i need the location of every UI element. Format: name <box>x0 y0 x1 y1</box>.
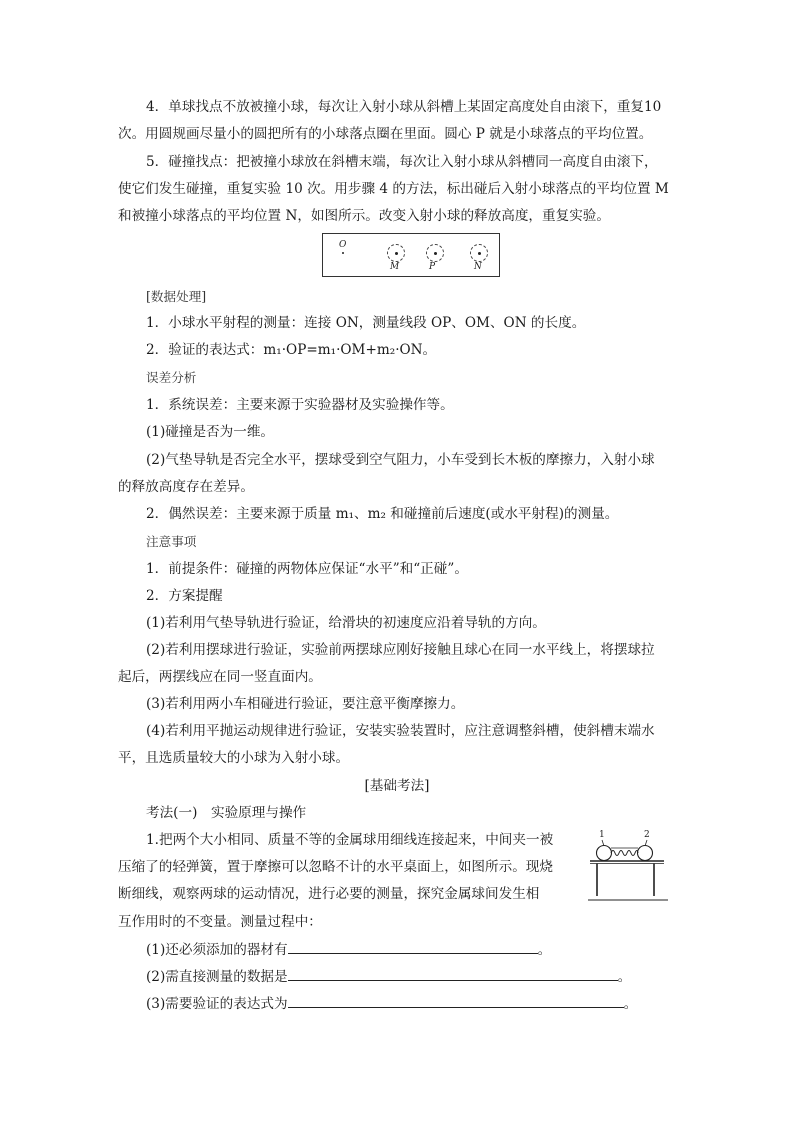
notes-item2b-line1: (2)若利用摆球进行验证，实验前两摆球应刚好接触且球心在同一水平线上，将摆球拉 <box>146 642 655 658</box>
basic-section-title: [基础考法] <box>364 778 430 794</box>
notes-item1: 1．前提条件：碰撞的两物体应保证“水平”和“正碰”。 <box>146 561 468 577</box>
question1-line4: 互作用时的不变量。测量过程中： <box>118 914 322 930</box>
notes-item2d-line2: 平，且选质量较大的小球为入射小球。 <box>118 750 350 766</box>
notes-item2b-line2: 起后，两摆线应在同一竖直面内。 <box>118 669 322 685</box>
subquestion-1-period: 。 <box>537 942 552 958</box>
table-drawing <box>588 832 668 904</box>
landing-dot-p <box>434 252 437 255</box>
error-analysis-item1a: (1)碰撞是否为一维。 <box>146 424 275 440</box>
notes-item2a: (1)若利用气垫导轨进行验证，给滑块的初速度应沿着导轨的方向。 <box>146 615 546 631</box>
data-processing-heading: [数据处理] <box>146 289 207 304</box>
subquestion-3-text: (3)需要验证的表达式为 <box>146 996 288 1012</box>
paragraph-step5-line2: 使它们发生碰撞，重复实验 10 次。用步骤 4 的方法，标出碰后入射小球落点的平均位置 M <box>118 181 669 197</box>
error-analysis-heading: 误差分析 <box>146 370 197 385</box>
data-processing-item1: 1．小球水平射程的测量：连接 ON，测量线段 OP、OM、ON 的长度。 <box>146 315 586 331</box>
answer-blank-2[interactable] <box>288 967 618 981</box>
method1-heading: 考法(一) 实验原理与操作 <box>146 805 307 821</box>
paragraph-step4-line1: 4．单球找点不放被撞小球，每次让入射小球从斜槽上某固定高度处自由滚下，重复10 <box>146 99 662 115</box>
point-m-label: M <box>390 262 400 272</box>
paragraph-step5-line3: 和被撞小球落点的平均位置 N，如图所示。改变入射小球的释放高度，重复实验。 <box>118 208 610 224</box>
landing-dot-n <box>478 252 481 255</box>
point-n-label: N <box>474 262 482 272</box>
subquestion-1 <box>146 940 706 960</box>
answer-blank-1[interactable] <box>288 940 538 954</box>
paragraph-step5-line1: 5．碰撞找点：把被撞小球放在斜槽末端，每次让入射小球从斜槽同一高度自由滚下， <box>146 154 658 170</box>
point-p-label: P <box>429 262 436 272</box>
landing-circle-m <box>387 244 405 262</box>
question1-line1: 1.把两个大小相同、质量不等的金属球用细线连接起来，中间夹一被 <box>146 832 554 848</box>
subquestion-1-text: (1)还必须添加的器材有 <box>146 942 288 958</box>
balls-spring-table-figure <box>588 832 668 904</box>
subquestion-3-period: 。 <box>623 996 638 1012</box>
notes-heading: 注意事项 <box>146 534 197 549</box>
ball-2-label: 2 <box>644 830 650 840</box>
data-processing-item2: 2．验证的表达式：m₁·OP=m₁·OM+m₂·ON。 <box>146 342 437 358</box>
landing-circle-n <box>470 244 488 262</box>
ball-1-label: 1 <box>599 830 605 840</box>
subquestion-2-text: (2)需直接测量的数据是 <box>146 969 288 985</box>
landing-circle-p <box>426 244 444 262</box>
paragraph-step4-line2: 次。用圆规画尽量小的圆把所有的小球落点圈在里面。圆心 P 就是小球落点的平均位置。 <box>118 126 653 142</box>
point-o-label: O <box>339 240 347 250</box>
answer-blank-3[interactable] <box>288 994 624 1008</box>
error-analysis-item1: 1．系统误差：主要来源于实验器材及实验操作等。 <box>146 397 454 413</box>
question1-line3: 断细线，观察两球的运动情况，进行必要的测量，探究金属球间发生相 <box>118 886 540 902</box>
question1-line2: 压缩了的轻弹簧，置于摩擦可以忽略不计的水平桌面上，如图所示。现烧 <box>118 859 553 875</box>
landing-dot-m <box>395 252 398 255</box>
error-analysis-item2: 2．偶然误差：主要来源于质量 m₁、m₂ 和碰撞前后速度(或水平射程)的测量。 <box>146 506 619 522</box>
notes-item2c: (3)若利用两小车相碰进行验证，要注意平衡摩擦力。 <box>146 696 465 712</box>
error-analysis-item1b-line1: (2)气垫导轨是否完全水平，摆球受到空气阻力，小车受到长木板的摩擦力，入射小球 <box>146 452 655 468</box>
point-o-dot <box>342 252 344 254</box>
subquestion-3 <box>146 994 706 1014</box>
error-analysis-item1b-line2: 的释放高度存在差异。 <box>118 479 254 495</box>
notes-item2: 2．方案提醒 <box>146 588 223 604</box>
subquestion-2 <box>146 967 706 987</box>
notes-item2d-line1: (4)若利用平抛运动规律进行验证，安装实验装置时，应注意调整斜槽，使斜槽末端水 <box>146 723 655 739</box>
subquestion-2-period: 。 <box>617 969 632 985</box>
landing-points-figure <box>322 233 500 277</box>
